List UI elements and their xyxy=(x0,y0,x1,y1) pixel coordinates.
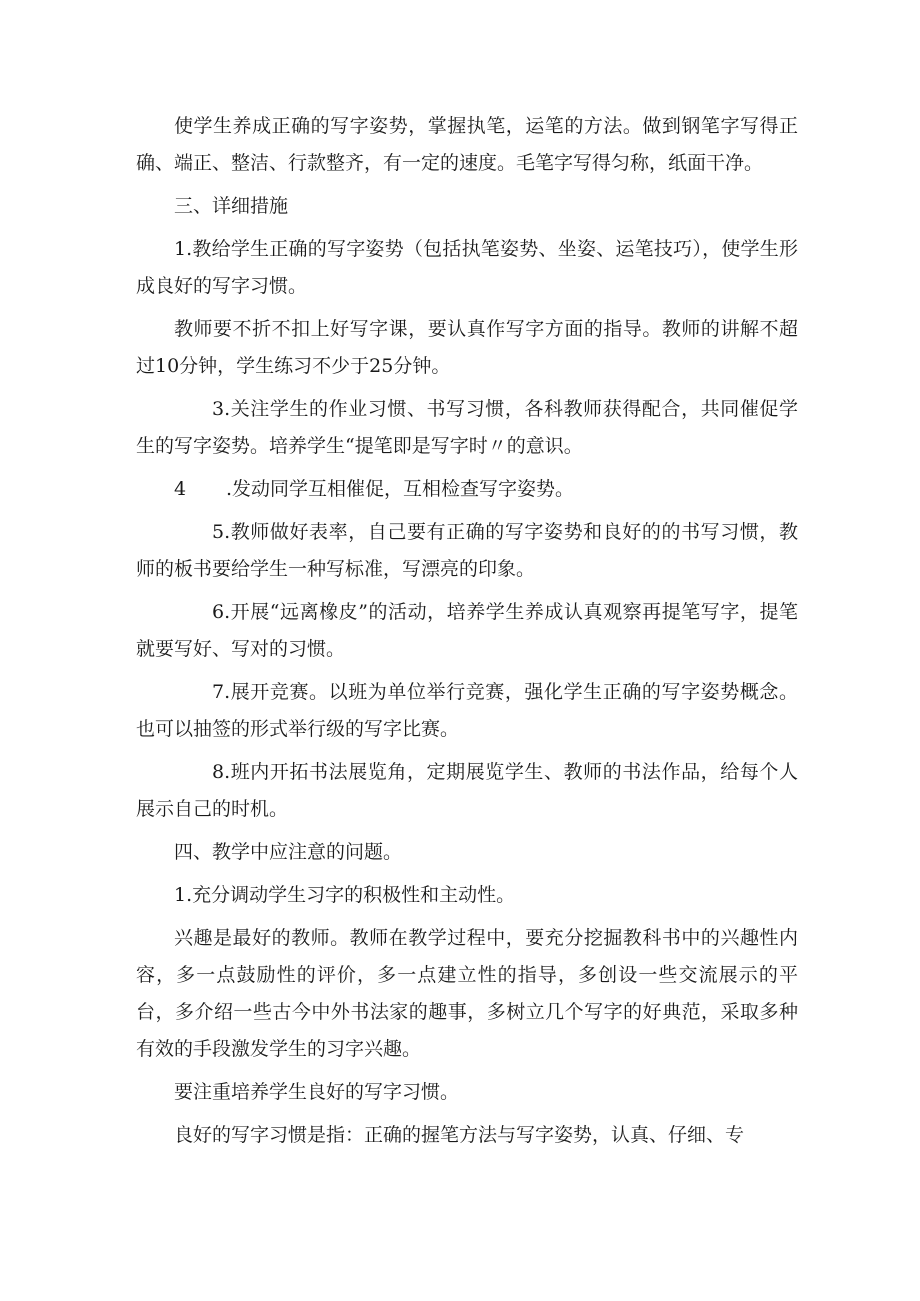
section-heading-notes: 四、教学中应注意的问题。 xyxy=(174,841,403,863)
item-number: 8 xyxy=(212,761,225,783)
item-text: .展开竞赛。以班为单位举行竞赛，强化学生正确的写字姿势概念。也可以抽签的形式举行级的写字比赛。 xyxy=(136,681,798,740)
paragraph-habits: 良好的写字习惯是指：正确的握笔方法与写字姿势，认真、仔细、专 xyxy=(174,1124,745,1146)
document-body xyxy=(136,108,798,1154)
item-text: .发动同学互相催促，互相检查写字姿势。 xyxy=(226,478,575,500)
paragraph-goal: 使学生养成正确的写字姿势，掌握执笔，运笔的方法。做到钢笔字写得正确、端正、整洁、行款整齐，有一定的速度。毛笔字写得匀称，纸面干净。 xyxy=(136,115,798,174)
item-number: 6 xyxy=(212,601,225,623)
section-heading-measures: 三、详细措施 xyxy=(174,195,289,217)
paragraph-measure-7 xyxy=(136,674,798,748)
paragraph-measure-5 xyxy=(136,514,798,588)
paragraph-measure-4 xyxy=(136,471,798,508)
paragraph-interest: 兴趣是最好的教师。教师在教学过程中，要充分挖掘教科书中的兴趣性内容，多一点鼓励性的评价，多一点建立性的指导，多创设一些交流展示的平台，多介绍一些古今中外书法家的趣事，多树立几个写字的好典范，采取多种有效的手段激发学生的习字兴趣。 xyxy=(136,927,798,1060)
item-text: .教师做好表率，自己要有正确的写字姿势和良好的的书写习惯，教师的板书要给学生一种写标准，写漂亮的印象。 xyxy=(136,521,798,580)
item-text: .关注学生的作业习惯、书写习惯，各科教师获得配合，共同催促学生的写字姿势。培养学生“提笔即是写字时〃的意识。 xyxy=(136,398,798,457)
item-number: 3 xyxy=(212,398,225,420)
paragraph-note-1: 1.充分调动学生习字的积极性和主动性。 xyxy=(174,884,516,906)
item-number: 7 xyxy=(212,681,225,703)
paragraph-measure-6 xyxy=(136,594,798,668)
item-text: .班内开拓书法展览角，定期展览学生、教师的书法作品，给每个人展示自己的时机。 xyxy=(136,761,798,820)
item-number: 5 xyxy=(212,521,225,543)
paragraph-measure-1: 1.教给学生正确的写字姿势（包括执笔姿势、坐姿、运笔技巧），使学生形成良好的写字习惯。 xyxy=(136,238,798,297)
paragraph-habits-heading: 要注重培养学生良好的写字习惯。 xyxy=(174,1081,460,1103)
paragraph-measure-1-detail: 教师要不折不扣上好写字课，要认真作写字方面的指导。教师的讲解不超过10分钟，学生练习不少于25分钟。 xyxy=(136,318,798,377)
paragraph-measure-3 xyxy=(136,391,798,465)
paragraph-measure-8 xyxy=(136,754,798,828)
item-number: 4 xyxy=(174,478,187,500)
item-text: .开展“远离橡皮”的活动，培养学生养成认真观察再提笔写字，提笔就要写好、写对的习惯。 xyxy=(136,601,798,660)
